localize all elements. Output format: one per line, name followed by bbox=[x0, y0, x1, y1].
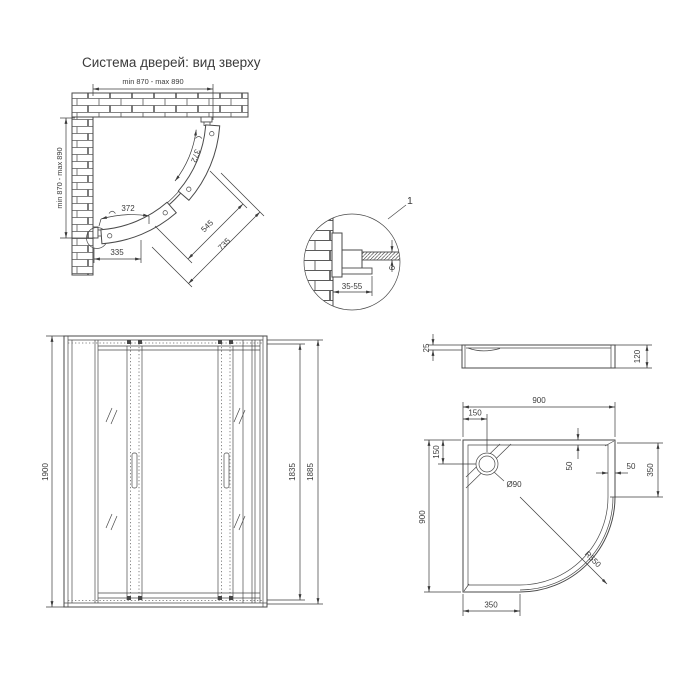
front-frame bbox=[64, 336, 267, 607]
door-handle-right bbox=[224, 453, 229, 488]
dim-label-glass-thickness: 6 bbox=[388, 265, 397, 271]
dim-label-350-bottom: 350 bbox=[484, 600, 498, 610]
dim-label-150-left: 150 bbox=[432, 445, 441, 459]
tray-top-view-drawing bbox=[418, 396, 663, 616]
dim-corner-bottom bbox=[463, 594, 520, 616]
dim-tray-width bbox=[463, 396, 615, 437]
dim-tray-depth bbox=[418, 440, 461, 592]
wall-left bbox=[72, 117, 93, 275]
door-handle-left bbox=[132, 453, 137, 488]
dim-corner-right bbox=[610, 443, 663, 497]
page-title: Система дверей: вид зверху bbox=[82, 55, 261, 70]
dim-corner-radius bbox=[520, 497, 607, 584]
dim-label-50-top: 50 bbox=[565, 461, 574, 471]
dim-label-1885: 1885 bbox=[306, 463, 315, 481]
dim-drain-x bbox=[463, 409, 487, 453]
dim-tray-rim bbox=[422, 334, 462, 361]
wall-top bbox=[72, 93, 248, 117]
wall-profile-top bbox=[201, 117, 212, 126]
dim-profile-range bbox=[333, 276, 372, 296]
detail-wall-bricks bbox=[300, 210, 333, 314]
dim-label-350-right: 350 bbox=[646, 463, 655, 477]
dim-label-profile-range: 35-55 bbox=[341, 282, 363, 291]
dim-label-120: 120 bbox=[633, 349, 642, 364]
dim-label-diag-outer: 735 bbox=[216, 236, 233, 253]
dim-front-total-height bbox=[41, 336, 64, 607]
dim-front-glass-height bbox=[267, 344, 305, 600]
tray-side-view-drawing bbox=[422, 334, 652, 368]
dim-label-1835: 1835 bbox=[288, 463, 297, 481]
dim-label-150-top: 150 bbox=[468, 408, 482, 418]
dim-label-25: 25 bbox=[422, 343, 431, 353]
dim-label-r550: R550 bbox=[582, 549, 603, 570]
detail-callout-label: 1 bbox=[407, 195, 413, 207]
dim-label-900-top: 900 bbox=[532, 396, 546, 405]
dim-label-900-left: 900 bbox=[418, 510, 427, 524]
dim-diagonals bbox=[152, 171, 264, 287]
dim-label-1900: 1900 bbox=[41, 463, 50, 481]
dim-rim-top bbox=[565, 428, 578, 470]
dim-label-top-width: min 870 - max 890 bbox=[122, 77, 184, 86]
rail-fittings bbox=[127, 340, 233, 600]
detail-inner bbox=[300, 210, 406, 314]
dim-rim-right bbox=[596, 462, 636, 473]
top-view-drawing bbox=[55, 77, 264, 287]
dim-label-diag-inner: 545 bbox=[199, 218, 216, 235]
front-view-drawing bbox=[41, 336, 323, 607]
dim-label-left-height: min 870 - max 890 bbox=[55, 147, 64, 209]
dim-label-door-left: 372 bbox=[121, 204, 135, 213]
dim-tray-height bbox=[615, 345, 652, 368]
tray-side-body bbox=[462, 345, 615, 368]
dim-label-wall-offset: 335 bbox=[110, 248, 124, 257]
door-panel-left bbox=[101, 202, 176, 243]
detail-wall-profile bbox=[332, 233, 342, 277]
detail-view-drawing bbox=[300, 195, 413, 314]
dim-label-50-right: 50 bbox=[626, 462, 636, 471]
wall-profile-left bbox=[93, 227, 102, 238]
dim-wall-offset bbox=[94, 240, 141, 263]
dim-label-door-right: 372 bbox=[189, 148, 202, 164]
dim-label-drain: Ø90 bbox=[506, 480, 522, 489]
dim-drain-y bbox=[432, 440, 476, 464]
drain-inner bbox=[479, 456, 495, 472]
